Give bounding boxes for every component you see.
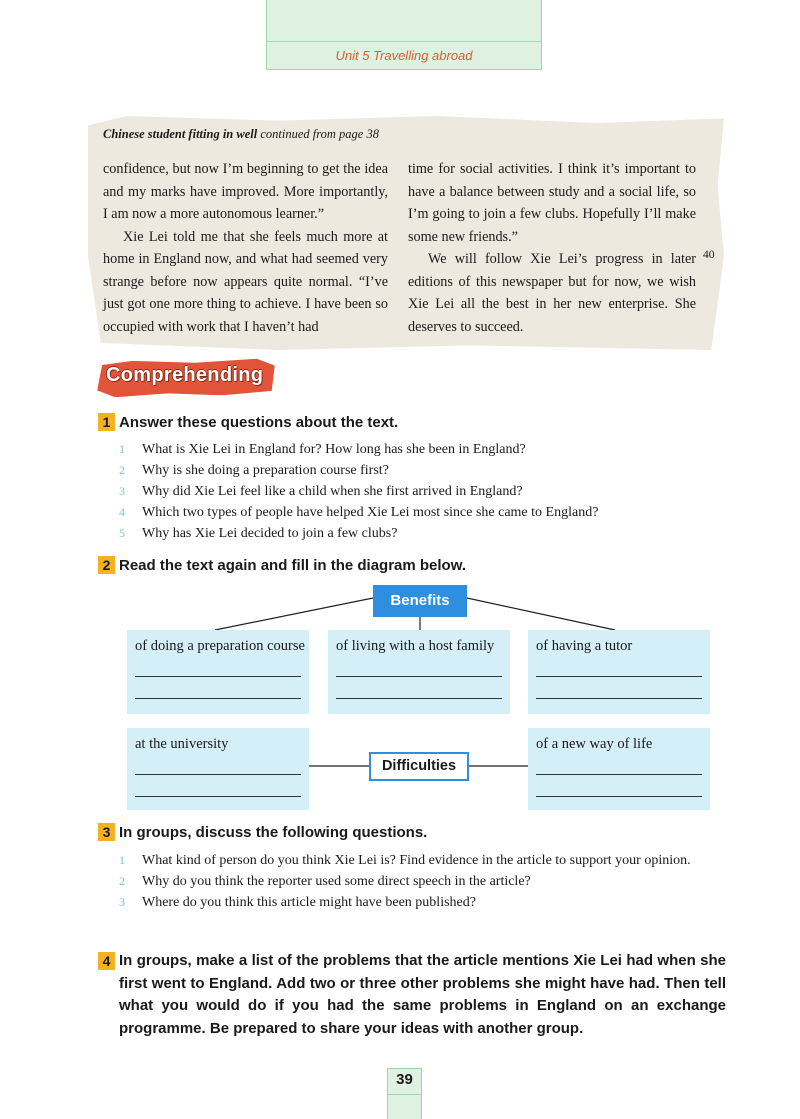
article-paragraph: confidence, but now I’m beginning to get the idea and my marks have improved. More importantly, I am now a more autonomous learner.”: [103, 161, 388, 222]
line-number: 40: [703, 249, 715, 261]
list-item: 3 Where do you think this article might have been published?: [119, 895, 476, 910]
list-item: 2 Why do you think the reporter used some direct speech in the article?: [119, 874, 531, 889]
difficulty-box-new-way-of-life: of a new way of life: [528, 728, 710, 810]
fill-in-blank[interactable]: [536, 698, 702, 699]
task-heading-text: Answer these questions about the text.: [119, 414, 399, 431]
difficulty-box-university: at the university: [127, 728, 309, 810]
task-number: 3: [98, 823, 115, 841]
section-title: Comprehending: [106, 364, 264, 386]
article-continued-note: continued from page 38: [257, 127, 379, 141]
unit-label: Unit 5 Travelling abroad: [335, 48, 473, 63]
fill-in-blank[interactable]: [135, 796, 301, 797]
article-title: Chinese student fitting in well: [103, 127, 258, 141]
difficulties-label: Difficulties: [369, 752, 469, 781]
fill-in-blank[interactable]: [536, 774, 702, 775]
article-paragraph: time for social activities. I think it’s important to have a balance between study and a social life, so I’m going to join a few clubs. Hopefully I’ll make some new friends.”: [408, 161, 696, 245]
task-heading-text: In groups, make a list of the problems that the article mentions Xie Lei had when she first went to England. Add two or three other problems she might have had. Then tell what you would do if you had the same problems in England on an exchange programme. Be prepared to share your ideas with another group.: [119, 952, 726, 1037]
benefits-label: Benefits: [373, 585, 467, 617]
list-item: 5 Why has Xie Lei decided to join a few clubs?: [119, 526, 398, 541]
fill-in-blank[interactable]: [135, 774, 301, 775]
fill-in-blank[interactable]: [536, 676, 702, 677]
task-heading-text: Read the text again and fill in the diagram below.: [119, 557, 466, 574]
fill-in-blank[interactable]: [135, 698, 301, 699]
benefit-box-tutor: of having a tutor: [528, 630, 710, 714]
task-number: 2: [98, 556, 115, 574]
task3-question-list: [119, 850, 719, 913]
task-number: 1: [98, 413, 115, 431]
fill-in-blank[interactable]: [336, 698, 502, 699]
fill-in-blank[interactable]: [336, 676, 502, 677]
benefit-box-preparation-course: of doing a preparation course: [127, 630, 309, 714]
list-item: 4 Which two types of people have helped Xie Lei most since she came to England?: [119, 505, 599, 520]
fill-in-blank[interactable]: [536, 796, 702, 797]
task4-block: [98, 950, 726, 1040]
benefit-box-host-family: of living with a host family: [328, 630, 510, 714]
list-item: 2 Why is she doing a preparation course first?: [119, 463, 389, 478]
article-paragraph: We will follow Xie Lei’s progress in later editions of this newspaper but for now, we wish Xie Lei all the best in her new enterprise. She deserves to succeed.: [408, 251, 696, 335]
list-item: 1 What is Xie Lei in England for? How long has she been in England?: [119, 442, 526, 457]
page-number: 39: [396, 1071, 413, 1088]
list-item: 3 Why did Xie Lei feel like a child when she first arrived in England?: [119, 484, 523, 499]
task-number: 4: [98, 952, 115, 970]
fill-in-blank[interactable]: [135, 676, 301, 677]
article-paragraph: Xie Lei told me that she feels much more at home in England now, and what had seemed very strange before now appears quite normal. “I’ve just got one more thing to achieve. I have been so occupied with work that I haven’t had: [103, 228, 388, 335]
task-heading-text: In groups, discuss the following questions.: [119, 824, 428, 841]
list-item: 1 What kind of person do you think Xie Lei is? Find evidence in the article to support your opinion.: [119, 853, 691, 868]
task3-heading: [98, 823, 427, 842]
